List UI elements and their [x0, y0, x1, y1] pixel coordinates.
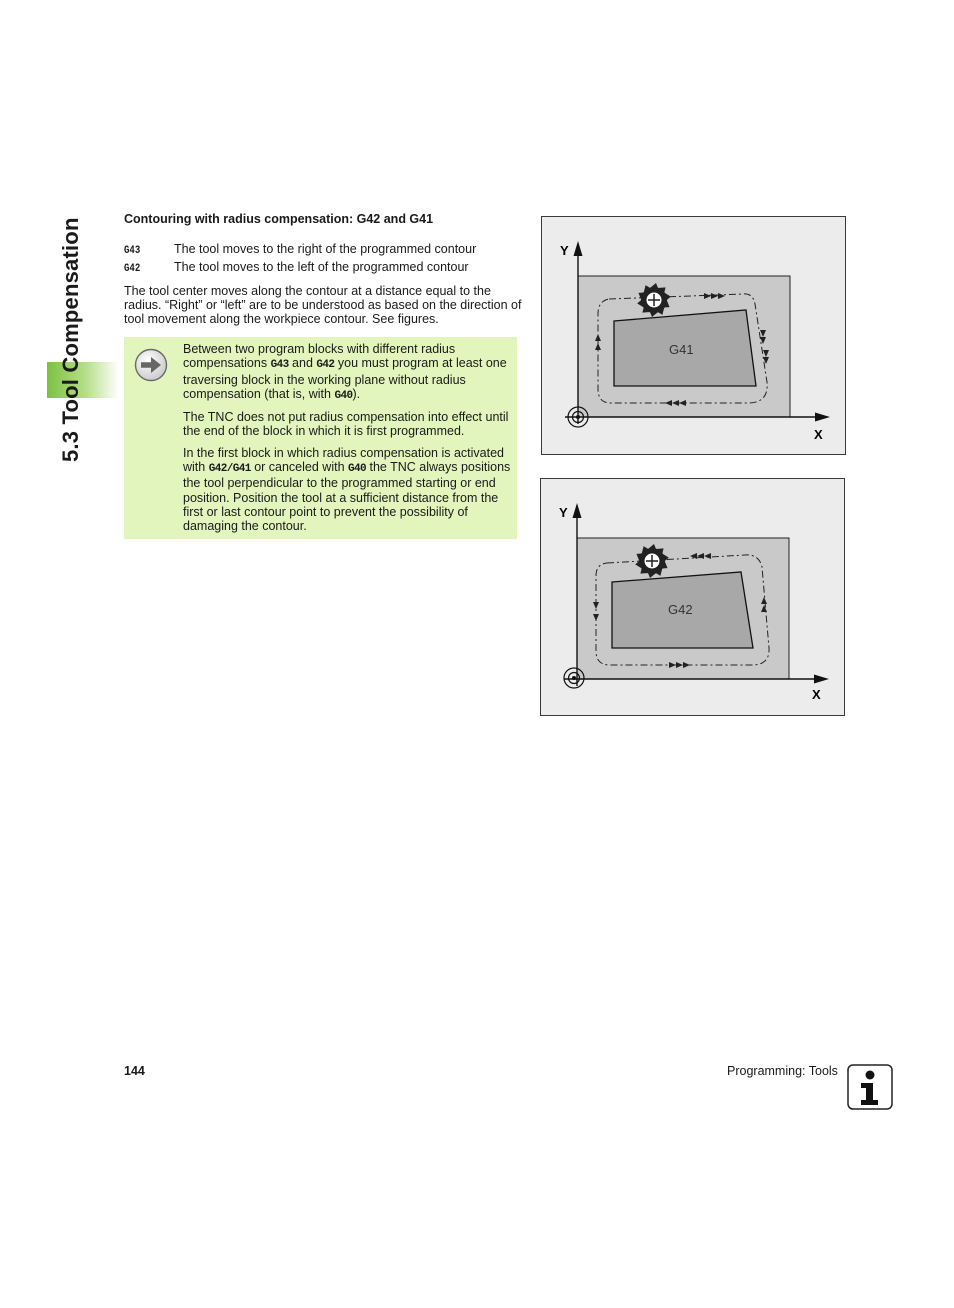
y-axis-label: Y [560, 243, 569, 258]
chapter-title: Programming: Tools [727, 1064, 838, 1078]
note-box [124, 337, 517, 539]
definition-text: The tool moves to the left of the programmed contour [174, 260, 469, 274]
definition-code: G42 [124, 263, 141, 275]
note-paragraph-1: Between two program blocks with different radius compensations G43 and G42 you must program at least one traversing block in the working plane without radius compensation (that is, with G40). [183, 342, 507, 402]
x-axis-label: X [812, 687, 821, 702]
compensation-label: G41 [669, 342, 694, 357]
x-axis-label: X [814, 427, 823, 442]
note-paragraph-2: The TNC does not put radius compensation into effect until the end of the block in which it is first programmed. [183, 410, 509, 439]
y-axis-label: Y [559, 505, 568, 520]
section-heading: Contouring with radius compensation: G42 and G41 [124, 212, 434, 226]
section-title-vertical: 5.3 Tool Compensation [58, 217, 83, 463]
compensation-label: G42 [668, 602, 693, 617]
definition-text: The tool moves to the right of the programmed contour [174, 242, 477, 256]
note-text [183, 342, 511, 541]
page-number: 144 [124, 1064, 145, 1078]
arrow-right-icon [134, 348, 168, 382]
definition-row-1 [124, 242, 477, 257]
figure-g41 [541, 216, 846, 455]
definition-row-2 [124, 260, 469, 275]
body-paragraph: The tool center moves along the contour at a distance equal to the radius. “Right” or “left” are to be understood as based on the direction of tool movement along the workpiece contour. See figures. [124, 284, 522, 327]
info-icon [847, 1064, 893, 1110]
note-paragraph-3: In the first block in which radius compensation is activated with G42/G41 or canceled with G40 the TNC always positions the tool perpendicular to the programmed starting or end position. Position the tool at a sufficient distance from the first or last contour point to prevent the possibility of damaging the contour. [183, 445, 511, 534]
figure-g42 [540, 478, 845, 716]
definition-code: G43 [124, 245, 141, 257]
